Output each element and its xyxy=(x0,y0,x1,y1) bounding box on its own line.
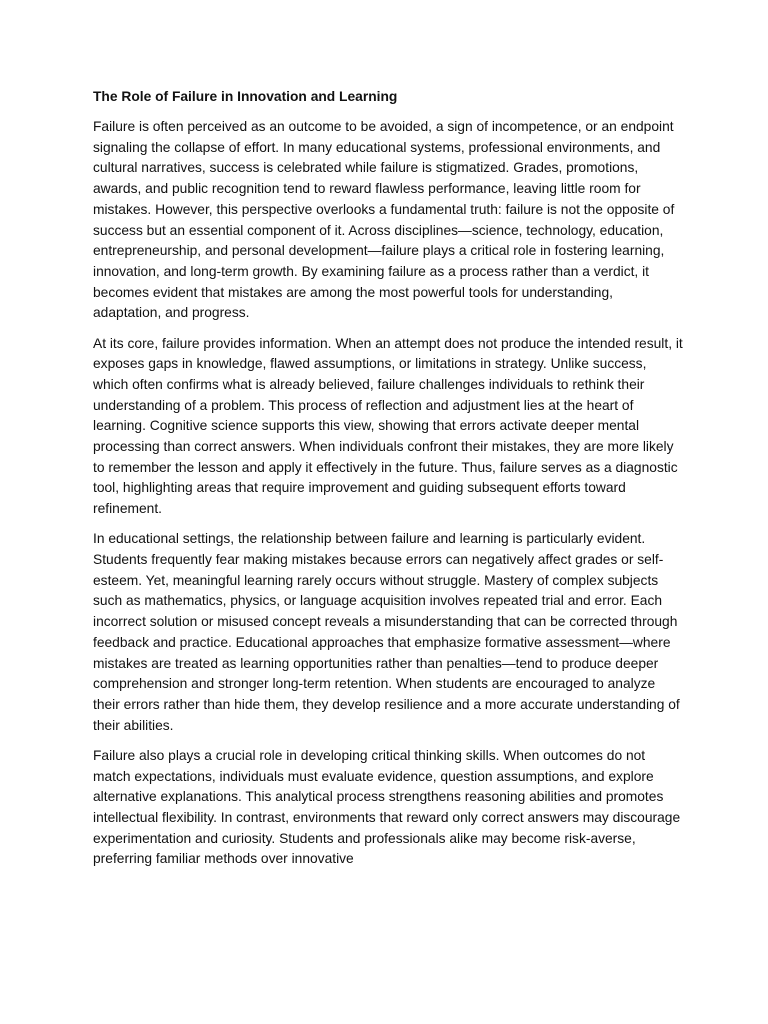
document-page xyxy=(93,87,683,880)
paragraph-3: In educational settings, the relationship between failure and learning is particularly evident. Students frequently fear making mistakes because errors can negatively affect grades or self-esteem. Yet, meaningful learning rarely occurs without struggle. Mastery of complex subjects such as mathematics, physics, or language acquisition involves repeated trial and error. Each incorrect solution or misused concept reveals a misunderstanding that can be corrected through feedback and practice. Educational approaches that emphasize formative assessment—where mistakes are treated as learning opportunities rather than penalties—tend to produce deeper comprehension and stronger long-term retention. When students are encouraged to analyze their errors rather than hide them, they develop resilience and a more accurate understanding of their abilities. xyxy=(93,531,680,733)
paragraph-2: At its core, failure provides information. When an attempt does not produce the intended result, it exposes gaps in knowledge, flawed assumptions, or limitations in strategy. Unlike success, which often confirms what is already believed, failure challenges individuals to rethink their understanding of a problem. This process of reflection and adjustment lies at the heart of learning. Cognitive science supports this view, showing that errors activate deeper mental processing than correct answers. When individuals confront their mistakes, they are more likely to remember the lesson and apply it effectively in the future. Thus, failure serves as a diagnostic tool, highlighting areas that require improvement and guiding subsequent efforts toward refinement. xyxy=(93,335,683,517)
paragraph-4: Failure also plays a crucial role in developing critical thinking skills. When outcomes do not match expectations, individuals must evaluate evidence, question assumptions, and explore alternative explanations. This analytical process strengthens reasoning abilities and promotes intellectual flexibility. In contrast, environments that reward only correct answers may discourage experimentation and curiosity. Students and professionals alike may become risk-averse, preferring familiar methods over innovative xyxy=(93,747,681,867)
paragraph-1: Failure is often perceived as an outcome to be avoided, a sign of incompetence, or an endpoint signaling the collapse of effort. In many educational systems, professional environments, and cultural narratives, success is celebrated while failure is stigmatized. Grades, promotions, awards, and public recognition tend to reward flawless performance, leaving little room for mistakes. However, this perspective overlooks a fundamental truth: failure is not the opposite of success but an essential component of it. Across disciplines—science, technology, education, entrepreneurship, and personal development—failure plays a critical role in fostering learning, innovation, and long-term growth. By examining failure as a process rather than a verdict, it becomes evident that mistakes are among the most powerful tools for understanding, adaptation, and progress. xyxy=(93,119,675,321)
document-title: The Role of Failure in Innovation and Learning xyxy=(93,89,398,104)
